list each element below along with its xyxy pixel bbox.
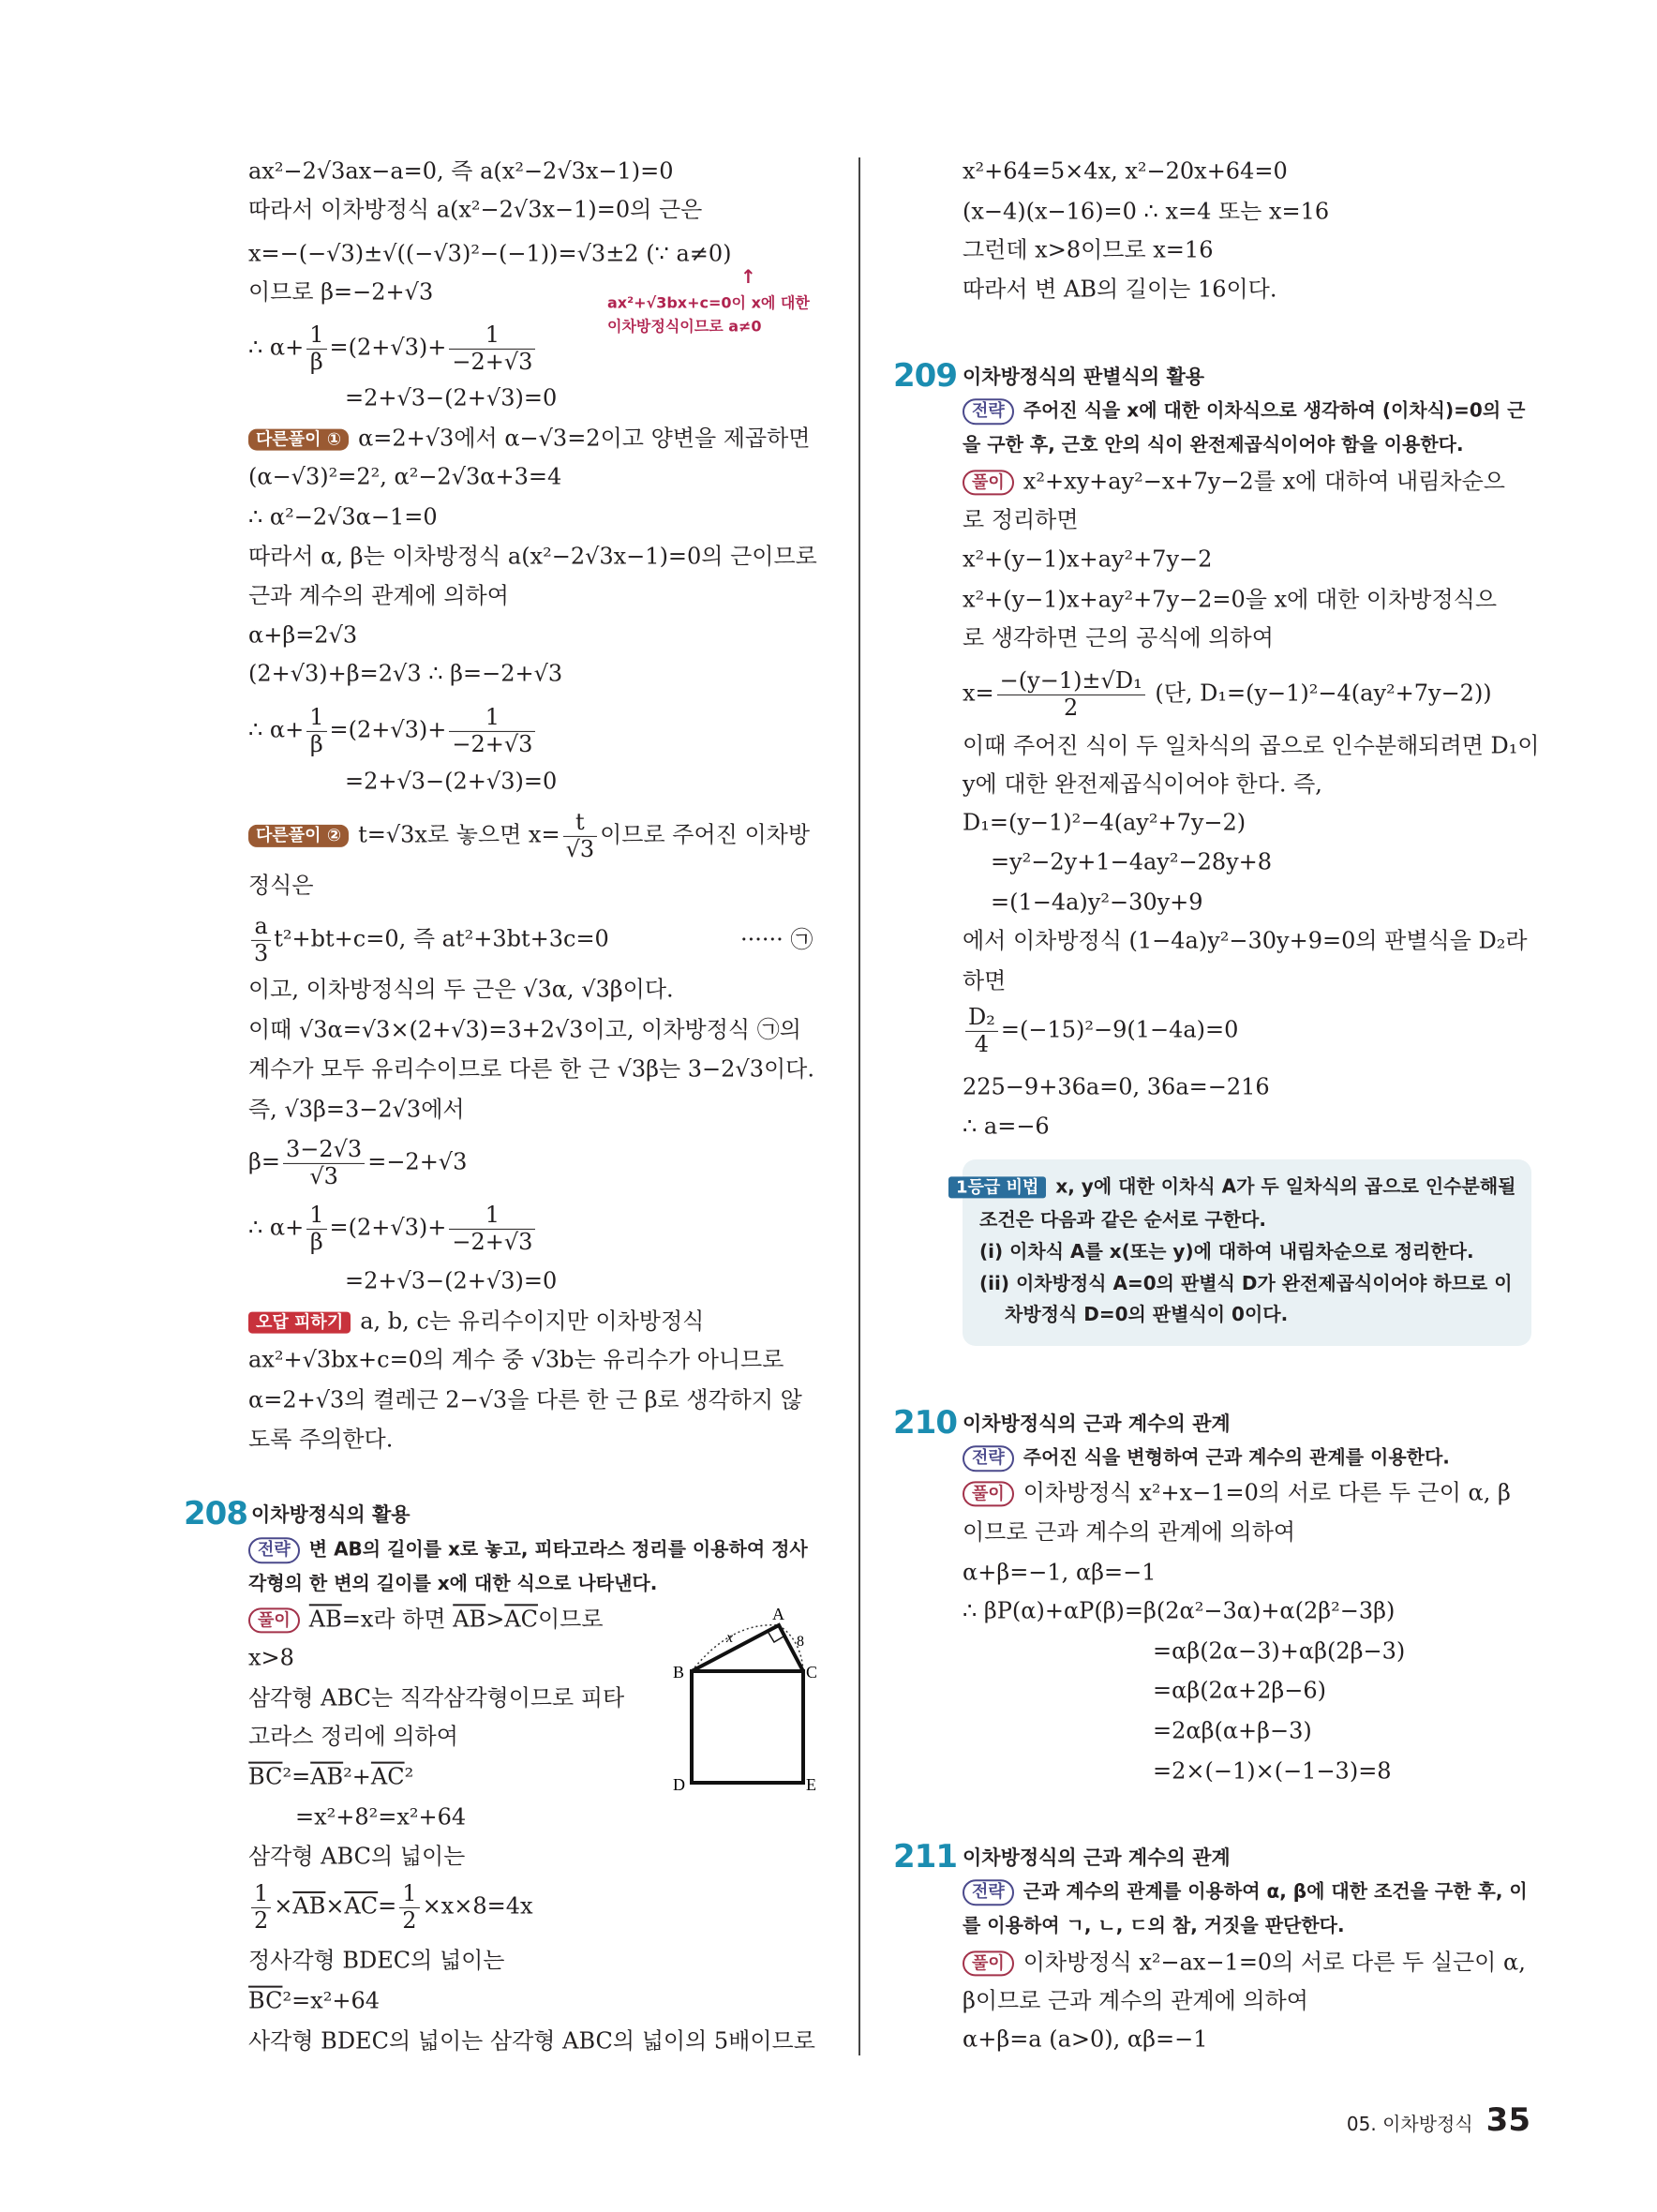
text-line: 따라서 이차방정식 a(x²−2√3x−1)=0의 근은	[248, 196, 703, 223]
solution-badge: 풀이	[963, 1950, 1014, 1977]
solution-badge: 풀이	[963, 470, 1014, 496]
strategy-badge: 전략	[248, 1537, 300, 1563]
text-line: α=2+√3의 켤레근 2−√3을 다른 한 근 β로 생각하지 않	[248, 1386, 802, 1413]
problem-title: 이차방정식의 판별식의 활용	[963, 366, 1205, 388]
text-line: 고라스 정리에 의하여	[248, 1723, 458, 1750]
fraction-line: $\frac{a}{3}$ t²+bt+c=0, 즉 at²+3bt+3c=0	[248, 914, 609, 966]
equation-marker: ······ ㉠	[740, 926, 814, 953]
text-line: 풀이 x²+xy+ay²−x+7y−2를 x에 대하여 내림차순으	[963, 468, 1505, 495]
error-avoid-badge: 오답 피하기	[248, 1311, 351, 1334]
annotation-note: ax²+√3bx+c=0이 x에 대한	[607, 293, 810, 312]
side-label: x	[726, 1630, 734, 1646]
side-label: 8	[797, 1634, 804, 1650]
fraction-line: ∴ α+ $\frac{1}{\beta}$ =(2+√3)+ $\frac{1}{-2+√3}$	[248, 1203, 538, 1255]
text-line: =αβ(2α−3)+αβ(2β−3)	[1153, 1637, 1406, 1665]
point-label: B	[673, 1663, 685, 1681]
text-line: 근과 계수의 관계에 의하여	[248, 582, 509, 609]
point-label: E	[806, 1775, 816, 1794]
text-line: 정식은	[248, 872, 314, 899]
tip-line: (i) 이차식 A를 x(또는 y)에 대하여 내림차순으로 정리한다.	[979, 1240, 1474, 1263]
text-line: =y²−2y+1−4ay²−28y+8	[991, 848, 1273, 875]
text-line: 그런데 x>8이므로 x=16	[963, 236, 1214, 263]
text-line: 따라서 변 AB의 길이는 16이다.	[963, 276, 1277, 303]
text-line: 로 정리하면	[963, 506, 1079, 533]
text-line: ∴ α²−2√3α−1=0	[248, 503, 438, 531]
text-line: 삼각형 ABC는 직각삼각형이므로 피타	[248, 1684, 625, 1711]
text-line: (2+√3)+β=2√3 ∴ β=−2+√3	[248, 660, 563, 687]
text-line: 이고, 이차방정식의 두 근은 √3α, √3β이다.	[248, 976, 674, 1003]
text-line: 풀이 $\overline{AB}=x$라 하면 $\overline{AB}>\overline{AC}$이므로	[248, 1606, 604, 1633]
tip-line: 차방정식 D=0의 판별식이 0이다.	[1005, 1303, 1289, 1325]
text-line: 계수가 모두 유리수이므로 다른 한 근 √3β는 3−2√3이다.	[248, 1055, 814, 1083]
text-line: ax²+√3bx+c=0의 계수 중 √3b는 유리수가 아니므로	[248, 1346, 784, 1373]
text-line: =2αβ(α+β−3)	[1153, 1717, 1312, 1744]
fraction-line: ∴ α+ $\frac{1}{\beta}$ =(2+√3)+ $\frac{1}{-2+√3}$	[248, 322, 538, 375]
text-line: y에 대한 완전제곱식이어야 한다. 즉,	[963, 770, 1322, 798]
strategy-badge: 전략	[963, 1879, 1014, 1906]
text-line: 이므로 β=−2+√3	[248, 278, 434, 306]
chapter-label: 05. 이차방정식	[1346, 2113, 1473, 2135]
problem-title: 이차방정식의 활용	[251, 1503, 411, 1526]
tip-line: 1등급 비법 x, y에 대한 이차식 A가 두 일차식의 곱으로 인수분해될	[948, 1174, 1515, 1198]
right-angle-mark	[769, 1633, 784, 1642]
text-line: =(1−4a)y²−30y+9	[991, 889, 1203, 916]
text-line: x²+(y−1)x+ay²+7y−2	[963, 546, 1213, 573]
point-label: D	[673, 1775, 685, 1794]
text-line: α+β=−1, αβ=−1	[963, 1559, 1157, 1586]
text-line: x²+64=5×4x, x²−20x+64=0	[963, 157, 1288, 185]
text-line: $\overline{BC}^2=x^2+64$	[248, 1987, 380, 2014]
text-line: =αβ(2α+2β−6)	[1153, 1677, 1327, 1704]
problem-title: 이차방정식의 근과 계수의 관계	[963, 1846, 1231, 1869]
text-line: 이때 √3α=√3×(2+√3)=3+2√3이고, 이차방정식 ㉠의	[248, 1016, 801, 1043]
text-line: 225−9+36a=0, 36a=−216	[963, 1073, 1270, 1100]
problem-title: 이차방정식의 근과 계수의 관계	[963, 1412, 1231, 1435]
strategy-badge: 전략	[963, 398, 1014, 425]
fraction-line: 다른풀이 ② t=√3x로 놓으면 x= $\frac{t}{√3}$ 이므로 주어진 이차방	[248, 810, 810, 862]
geometry-diagram	[656, 1593, 843, 1809]
strategy-line: 전략 주어진 식을 x에 대한 이차식으로 생각하여 (이차식)=0의 근	[963, 398, 1525, 425]
arrow-up-icon: ↑	[740, 265, 756, 288]
text-line: =2+√3−(2+√3)=0	[345, 384, 558, 411]
strategy-line: 전략 근과 계수의 관계를 이용하여 α, β에 대한 조건을 구한 후, 이	[963, 1879, 1528, 1906]
text-line: 다른풀이 ① α=2+√3에서 α−√3=2이고 양변을 제곱하면	[248, 426, 811, 453]
text-line: 이때 주어진 식이 두 일차식의 곱으로 인수분해되려면 D₁이	[963, 732, 1540, 759]
column-divider	[858, 157, 860, 2055]
text-line: x>8	[248, 1644, 294, 1671]
fraction-line: β= $\frac{3-2√3}{√3}$ =−2+√3	[248, 1135, 468, 1189]
tip-line: (ii) 이차방정식 A=0의 판별식 D가 완전제곱식이어야 하므로 이	[979, 1272, 1513, 1294]
fraction-line: $\frac{1}{2}$ $\times\overline{AB}\times\overline{AC}=$ $\frac{1}{2}$ ×x×8=4x	[248, 1881, 533, 1934]
fraction-line: x= $\frac{\text{−(y−1)±√D₁}}{2}$ (단, D₁=(y−1)²−4(ay²+7y−2))	[963, 666, 1492, 721]
text-line: 풀이 이차방정식 x²−ax−1=0의 서로 다른 두 실근이 α,	[963, 1949, 1526, 1976]
text-line: ∴ βP(α)+αP(β)=β(2α²−3α)+α(2β²−3β)	[963, 1597, 1396, 1624]
text-line: ax²−2√3ax−a=0, 즉 a(x²−2√3x−1)=0	[248, 157, 674, 185]
text-line: 하면	[963, 967, 1007, 994]
point-label: A	[772, 1605, 784, 1623]
alt-solution-badge: 다른풀이 ①	[248, 428, 349, 451]
text-line: 풀이 이차방정식 x²+x−1=0의 서로 다른 두 근이 α, β	[963, 1479, 1511, 1506]
page-number: 35	[1485, 2101, 1530, 2139]
annotation-note: 이차방정식이므로 a≠0	[607, 317, 762, 336]
text-line: 삼각형 ABC의 넓이는	[248, 1843, 466, 1870]
problem-number: 211	[893, 1838, 957, 1876]
text-line: 이므로 근과 계수의 관계에 의하여	[963, 1518, 1296, 1546]
tip-line: 조건은 다음과 같은 순서로 구한다.	[979, 1208, 1266, 1231]
solution-badge: 풀이	[248, 1607, 300, 1634]
problem-number: 209	[893, 357, 957, 395]
alt-solution-badge: 다른풀이 ②	[248, 825, 349, 847]
problem-number: 208	[184, 1495, 247, 1532]
strategy-badge: 전략	[963, 1445, 1014, 1472]
text-line: 도록 주의한다.	[248, 1426, 394, 1453]
strategy-line: 을 구한 후, 근호 안의 식이 완전제곱식이어야 함을 이용한다.	[963, 433, 1464, 456]
text-line: 오답 피하기 a, b, c는 유리수이지만 이차방정식	[248, 1308, 704, 1336]
problem-number: 210	[893, 1404, 957, 1442]
solution-badge: 풀이	[963, 1481, 1014, 1507]
text-line: =2+√3−(2+√3)=0	[345, 1267, 558, 1294]
text-line: x²+(y−1)x+ay²+7y−2=0을 x에 대한 이차방정식으	[963, 586, 1498, 613]
text-line: x=−(−√3)±√((−√3)²−(−1))=√3±2 (∵ a≠0)	[248, 240, 732, 267]
point-label: C	[806, 1663, 818, 1681]
text-line: β이므로 근과 계수의 관계에 의하여	[963, 1987, 1308, 2014]
strategy-line: 를 이용하여 ㄱ, ㄴ, ㄷ의 참, 거짓을 판단한다.	[963, 1914, 1345, 1936]
strategy-line: 전략 주어진 식을 변형하여 근과 계수의 관계를 이용한다.	[963, 1445, 1450, 1472]
page-footer	[1347, 2101, 1530, 2139]
text-line: 에서 이차방정식 (1−4a)y²−30y+9=0의 판별식을 D₂라	[963, 927, 1528, 954]
text-line: 로 생각하면 근의 공식에 의하여	[963, 624, 1274, 651]
fraction-line: ∴ α+ $\frac{1}{\beta}$ =(2+√3)+ $\frac{1}{-2+√3}$	[248, 705, 538, 757]
text-line: (α−√3)²=2², α²−2√3α+3=4	[248, 463, 562, 490]
strategy-line: 각형의 한 변의 길이를 x에 대한 식으로 나타낸다.	[248, 1572, 658, 1594]
text-line: (x−4)(x−16)=0 ∴ x=4 또는 x=16	[963, 198, 1330, 225]
text-line: ∴ a=−6	[963, 1113, 1050, 1140]
text-line: α+β=2√3	[248, 621, 358, 649]
square-bdec	[692, 1671, 803, 1783]
text-line: =x²+8²=x²+64	[295, 1803, 467, 1831]
text-line: D₁=(y−1)²−4(ay²+7y−2)	[963, 809, 1246, 836]
text-line: $\overline{BC}^2=\overline{AB}^2+\overline{AC}^2$	[248, 1763, 414, 1790]
text-line: 사각형 BDEC의 넓이는 삼각형 ABC의 넓이의 5배이므로	[248, 2027, 815, 2055]
text-line: =2×(−1)×(−1−3)=8	[1153, 1757, 1392, 1785]
text-line: =2+√3−(2+√3)=0	[345, 768, 558, 795]
fraction-line: $\frac{\text{D₂}}{4}$ =(−15)²−9(1−4a)=0	[963, 1005, 1238, 1057]
tip-badge: 1등급 비법	[948, 1176, 1046, 1199]
text-line: 따라서 α, β는 이차방정식 a(x²−2√3x−1)=0의 근이므로	[248, 543, 817, 570]
text-line: 즉, √3β=3−2√3에서	[248, 1096, 465, 1123]
text-line: α+β=a (a>0), αβ=−1	[963, 2025, 1208, 2053]
strategy-line: 전략 변 AB의 길이를 x로 놓고, 피타고라스 정리를 이용하여 정사	[248, 1537, 808, 1563]
text-line: 정사각형 BDEC의 넓이는	[248, 1947, 505, 1974]
